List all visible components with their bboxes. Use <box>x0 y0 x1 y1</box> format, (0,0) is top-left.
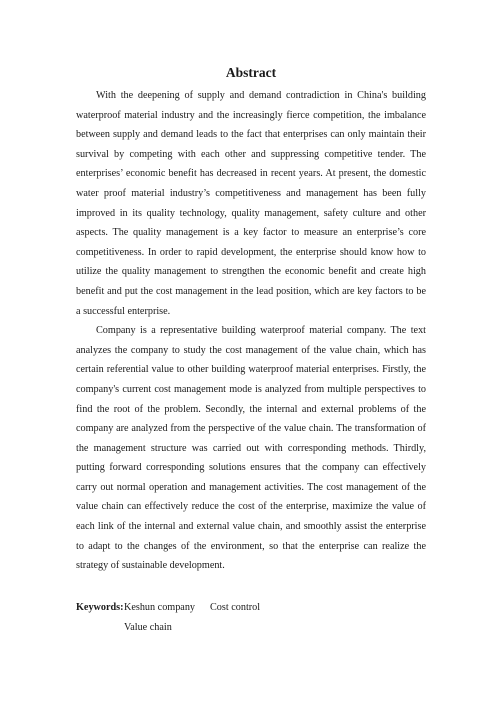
keyword-item: Cost control <box>210 602 261 613</box>
abstract-paragraph-2: Company is a representative building waterproof material company. The text analyzes the company to study the cost management of the value chain, which has certain referential value to other building waterproof material enterprises. Firstly, the company's current cost management mode is analyzed from multiple perspectives to find the root of the problem. Secondly, the internal and external problems of the company are analyzed from the perspective of the value chain. The transformation of the management structure was carried out with corresponding methods. Thirdly, putting forward corresponding solutions ensures that the company can effectively carry out normal operation and management activities. The cost management of the value chain can effectively reduce the cost of the enterprise, maximize the value of each link of the internal and external value chain, and smoothly assist the enterprise to adapt to the changes of the environment, so that the enterprise can realize the strategy of sustainable development. <box>76 325 426 572</box>
keyword-item: Keshun company <box>124 602 196 613</box>
keywords-label: Keywords: <box>76 602 124 613</box>
abstract-title: Abstract <box>225 65 277 80</box>
abstract-paragraph-1: With the deepening of supply and demand contradiction in China's building waterproof material industry and the increasingly fierce competition, the imbalance between supply and demand leads to the fact that enterprises can only maintain their survival by competing with each other and suppressing competitive tender. The enterprises’ economic benefit has decreased in recent years. At present, the domestic water proof material industry’s competitiveness and management has been fully improved in its quality technology, quality management, safety culture and other aspects. The quality management is a key factor to measure an enterprise’s core competitiveness. In order to rapid development, the enterprise should know how to utilize the quality management to strengthen the economic benefit and create high benefit and put the cost management in the lead position, which are key factors to be a successful enterprise. <box>76 90 426 317</box>
abstract-page <box>76 62 426 633</box>
keyword-item: Value chain <box>124 622 172 633</box>
keywords-section <box>76 598 426 638</box>
